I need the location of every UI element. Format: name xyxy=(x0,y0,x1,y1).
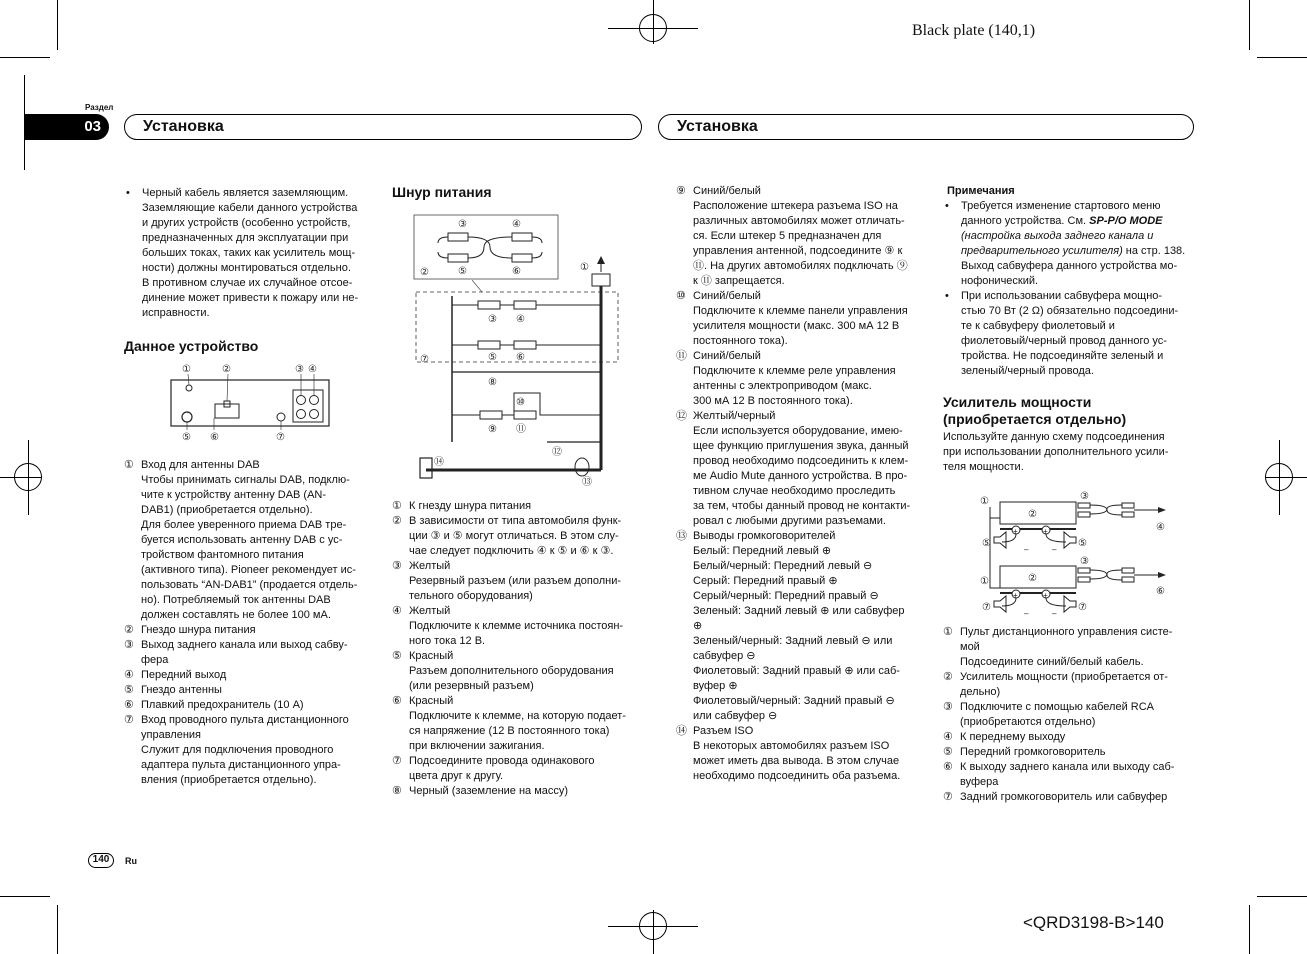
legend-text: Передний выход xyxy=(141,669,227,681)
note-1: • Требуется изменение стартового меню данного устройства. См. SP-P/O MODE (настройка выхода заднего канала и предварительного усилителя) на стр. 138. Выход сабвуфера данного устройства мо- нофонический. xyxy=(943,199,1198,289)
legend-text: Вход для антенны DAB xyxy=(141,459,260,471)
callout: ② xyxy=(420,267,429,278)
legend-number: ③ xyxy=(124,639,134,651)
legend-text: В некоторых автомобилях разъем ISO xyxy=(693,740,890,752)
front-rca xyxy=(310,396,319,405)
leader xyxy=(472,280,482,292)
unit-body xyxy=(171,380,329,426)
legend-text: К выходу заднего канала или выходу саб- xyxy=(960,761,1175,773)
amplifier-heading: Усилитель мощности (приобретается отдельно) xyxy=(943,394,1127,427)
legend-text: Передний громкоговоритель xyxy=(960,746,1106,758)
legend-text: Резервный разъем (или разъем дополни- xyxy=(409,575,622,587)
legend-text: Задний громкоговоритель или сабвуфер xyxy=(960,791,1168,803)
wire xyxy=(514,393,601,415)
callout: ⑫ xyxy=(552,447,562,458)
legend-text: Пульт дистанционного управления систе- xyxy=(960,626,1173,638)
callout: ⑥ xyxy=(1156,586,1165,597)
legend-text: Красный xyxy=(409,695,454,707)
rca-plug xyxy=(1078,512,1090,517)
legend-number: ⑥ xyxy=(124,699,134,711)
legend-text: ся. Если штекер 5 предназначен для xyxy=(693,230,882,242)
crop-mark xyxy=(1249,0,1250,50)
column-1 xyxy=(124,186,384,788)
legend-text: Выход заднего канала или выход сабву- xyxy=(141,639,348,651)
ground-cable-note: • Черный кабель является заземляющим. Заземляющие кабели данного устройства и других устройств (особенно устройств, предназначенных для эксплуатации при больших токах, таких как усилитель мощ- ности) должны монтироваться отдельно. В противном случае их случайное отсое- динение может привести к пожару или не- исправности. xyxy=(124,186,384,321)
language-code: Ru xyxy=(125,856,137,866)
registration-mark xyxy=(608,926,698,927)
rca-plug xyxy=(1122,512,1134,517)
legend-number: ① xyxy=(392,500,402,512)
amplifier-2 xyxy=(1000,566,1076,588)
callout: ④ xyxy=(1156,522,1165,533)
legend-text: Серый: Передний правый ⊕ xyxy=(693,575,838,587)
legend-text: дельно) xyxy=(960,686,1001,698)
legend-number: ② xyxy=(943,671,953,683)
arrow-head xyxy=(1158,572,1166,578)
legend-text: чите к устройству антенну DAB (AN- xyxy=(141,489,327,501)
legend-text: Подключите к клемме источника постоян- xyxy=(409,620,624,632)
crop-mark xyxy=(1257,57,1307,58)
legend-item xyxy=(943,745,1198,760)
svg-text:+: + xyxy=(1013,527,1018,536)
crop-mark xyxy=(1249,905,1250,954)
legend-text: Белый/черный: Передний левый ⊖ xyxy=(693,560,873,572)
legend-text: Серый/черный: Передний правый ⊖ xyxy=(693,590,879,602)
legend-text: ции ③ и ⑤ могут отличаться. В этом слу- xyxy=(409,530,619,542)
antenna-jack xyxy=(182,412,192,422)
legend-item xyxy=(392,514,647,559)
legend-text: Красный xyxy=(409,650,454,662)
legend-text: Для более уверенного приема DAB тре- xyxy=(141,519,347,531)
legend-text: адаптера пульта дистанционного упра- xyxy=(141,759,341,771)
legend-text: Разъем ISO xyxy=(693,725,754,737)
crop-mark xyxy=(0,57,50,58)
legend-text: Синий/белый xyxy=(693,350,761,362)
connector xyxy=(448,233,468,241)
callout: ⑪ xyxy=(516,424,526,435)
legend-text: Вход проводного пульта дистанционного xyxy=(141,714,349,726)
registration-mark xyxy=(1265,477,1307,478)
registration-mark xyxy=(608,28,698,29)
legend-item xyxy=(943,730,1198,745)
page-title-right: Установка xyxy=(677,118,758,135)
rca-plug xyxy=(1078,503,1090,508)
legend-item xyxy=(392,649,647,694)
legend-text: управления антенной, подсоедините ⑨ к xyxy=(693,245,903,257)
legend-text: Фиолетовый/черный: Задний правый ⊖ xyxy=(693,695,895,707)
crop-mark xyxy=(1257,896,1307,897)
legend-text: должен составлять не более 100 мА. xyxy=(141,609,331,621)
crop-mark xyxy=(57,0,58,50)
legend-item xyxy=(392,784,647,799)
legend-number: ④ xyxy=(943,731,953,743)
callout: ① xyxy=(980,576,989,587)
legend-text: ровал с любыми другими разъемами. xyxy=(693,515,886,527)
dab-jack xyxy=(186,385,192,391)
connector xyxy=(478,341,500,349)
legend-number: ④ xyxy=(124,669,134,681)
legend-text: за тем, чтобы данный провод не контакти- xyxy=(693,500,911,512)
svg-text:–: – xyxy=(1024,609,1029,618)
connector xyxy=(512,254,532,262)
page-number: 140 xyxy=(88,853,114,868)
legend-text: Если используется оборудование, имею- xyxy=(693,425,903,437)
speaker-leads xyxy=(575,458,589,476)
legend-number: ⑬ xyxy=(676,530,687,542)
svg-text:–: – xyxy=(1052,545,1057,554)
wire xyxy=(438,252,448,258)
callout: ⑦ xyxy=(982,602,991,613)
legend-number: ⑥ xyxy=(943,761,953,773)
unit-diagram xyxy=(168,360,338,444)
legend-item xyxy=(124,698,384,713)
rca-plug xyxy=(1122,568,1134,573)
legend-text: Подсоедините провода одинакового xyxy=(409,755,595,767)
callout: ⑤ xyxy=(182,432,191,443)
callout: ⑥ xyxy=(512,266,521,277)
legend-text: тельного оборудования) xyxy=(409,590,533,602)
arrow-head xyxy=(597,256,605,264)
legend-number: ② xyxy=(392,515,402,527)
amplifier-diagram xyxy=(980,488,1174,620)
callout: ⑥ xyxy=(516,352,525,363)
legend-text: Служит для подключения проводного xyxy=(141,744,334,756)
legend-text: тройством фантомного питания xyxy=(141,549,304,561)
legend-text: Белый: Передний левый ⊕ xyxy=(693,545,832,557)
legend-text: управления xyxy=(141,729,201,741)
legend-text: сабвуфер ⊖ xyxy=(693,650,756,662)
legend-number: ⑤ xyxy=(124,684,134,696)
legend-number: ⑧ xyxy=(392,785,402,797)
legend-text: при включении зажигания. xyxy=(409,740,545,752)
callout: ③ xyxy=(1080,491,1089,502)
crop-mark xyxy=(0,896,50,897)
section-label: Раздел xyxy=(85,103,114,112)
legend-text: щее функцию приглушения звука, данный xyxy=(693,440,909,452)
legend-text: В зависимости от типа автомобиля функ- xyxy=(409,515,622,527)
legend-text: Подключите к клемме панели управления xyxy=(693,305,908,317)
legend-item xyxy=(676,724,931,784)
callout: ③ xyxy=(1080,556,1089,567)
rear-speaker xyxy=(994,596,1006,612)
callout: ① xyxy=(182,364,191,375)
svg-text:+: + xyxy=(1043,591,1048,600)
callout: ① xyxy=(980,496,989,507)
wire xyxy=(532,252,542,258)
legend-item xyxy=(676,349,931,409)
legend-item xyxy=(124,713,384,788)
legend-text: Фиолетовый: Задний правый ⊕ или саб- xyxy=(693,665,900,677)
legend-text: Желтый/черный xyxy=(693,410,776,422)
rca-cable xyxy=(1090,505,1122,514)
legend-text: (активного типа). Pioneer рекомендует ис- xyxy=(141,564,356,576)
amplifier-legend xyxy=(943,625,1198,805)
connector xyxy=(514,341,536,349)
callout: ⑥ xyxy=(210,432,219,443)
legend-item xyxy=(943,700,1198,730)
callout: ④ xyxy=(512,219,521,230)
legend-item xyxy=(124,623,384,638)
rca-cable xyxy=(1090,570,1122,579)
rear-rca xyxy=(297,410,306,419)
legend-text: чае следует подключить ④ к ⑤ и ⑥ к ③. xyxy=(409,545,614,557)
legend-text: фера xyxy=(141,654,169,666)
legend-text: Гнездо шнура питания xyxy=(141,624,256,636)
legend-text: ме Audio Mute данного устройства. В про- xyxy=(693,470,908,482)
legend-text: постоянного тока). xyxy=(693,335,788,347)
connector xyxy=(514,411,536,419)
legend-text: мой xyxy=(960,641,980,653)
legend-text: вуфер ⊕ xyxy=(693,680,738,692)
page-title: Установка xyxy=(143,118,224,135)
callout: ⑩ xyxy=(516,397,525,408)
legend-item xyxy=(392,559,647,604)
svg-text:–: – xyxy=(1052,609,1057,618)
notes-title: Примечания xyxy=(947,185,1015,197)
wire-legend xyxy=(676,184,931,784)
legend-text: Синий/белый xyxy=(693,290,761,302)
legend-number: ⑫ xyxy=(676,410,687,422)
legend-text: необходимо подсоединить оба разъема. xyxy=(693,770,901,782)
legend-text: тивном случае необходимо проследить xyxy=(693,485,896,497)
power-cord-legend xyxy=(392,499,647,799)
legend-text: (приобретаются отдельно) xyxy=(960,716,1096,728)
callout: ④ xyxy=(308,364,317,375)
legend-item xyxy=(943,760,1198,790)
legend-text: Чтобы принимать сигналы DAB, подклю- xyxy=(141,474,350,486)
callout: ⑦ xyxy=(420,354,429,365)
legend-text: 300 мА 12 В постоянного тока). xyxy=(693,395,853,407)
connector xyxy=(478,301,500,309)
leader xyxy=(227,374,228,401)
rear-speaker xyxy=(1064,596,1076,612)
inset-box xyxy=(414,215,558,279)
callout: ① xyxy=(580,262,589,273)
amplifier-1 xyxy=(1000,502,1076,524)
legend-number: ⑪ xyxy=(676,350,687,362)
svg-text:+: + xyxy=(1013,591,1018,600)
legend-text: (или резервный разъем) xyxy=(409,680,534,692)
legend-number: ⑨ xyxy=(676,185,686,197)
legend-text: Синий/белый xyxy=(693,185,761,197)
legend-number: ③ xyxy=(943,701,953,713)
registration-mark xyxy=(653,0,654,44)
legend-text: усилителя мощности (макс. 300 мА 12 В xyxy=(693,320,900,332)
callout: ⑤ xyxy=(488,352,497,363)
unit-heading: Данное устройство xyxy=(124,338,259,354)
callout: ⑧ xyxy=(488,377,497,388)
connector xyxy=(480,411,502,419)
legend-item xyxy=(392,754,647,784)
legend-item xyxy=(392,694,647,754)
front-rca xyxy=(310,410,319,419)
legend-text: ⊕ xyxy=(693,620,703,632)
legend-item xyxy=(392,499,647,514)
speaker-wire xyxy=(1046,598,1066,606)
front-speaker xyxy=(1064,532,1076,548)
legend-number: ② xyxy=(124,624,134,636)
legend-text: вуфера xyxy=(960,776,999,788)
legend-text: Плавкий предохранитель (10 А) xyxy=(141,699,304,711)
document-code: <QRD3198-B>140 xyxy=(1023,913,1164,932)
legend-text: но). Потребляемый ток антенны DAB xyxy=(141,594,331,606)
legend-text: провод необходимо подсоединить к клем- xyxy=(693,455,909,467)
unit-legend xyxy=(124,458,384,788)
legend-number: ⑩ xyxy=(676,290,686,302)
callout: ⑬ xyxy=(582,477,592,488)
legend-text: Черный (заземление на массу) xyxy=(409,785,569,797)
callout: ③ xyxy=(488,314,497,325)
registration-mark xyxy=(0,477,42,478)
legend-text: Усилитель мощности (приобретается от- xyxy=(960,671,1168,683)
legend-text: DAB1) (приобретается отдельно). xyxy=(141,504,313,516)
wire xyxy=(990,509,1000,588)
plate-label: Black plate (140,1) xyxy=(912,22,1036,39)
legend-number: ⑦ xyxy=(392,755,402,767)
legend-number: ⑭ xyxy=(676,725,687,737)
terminal-strip xyxy=(1000,528,1076,530)
legend-text: Гнездо антенны xyxy=(141,684,222,696)
legend-item xyxy=(392,604,647,649)
legend-item xyxy=(676,529,931,724)
legend-text: Желтый xyxy=(409,560,451,572)
terminal-strip xyxy=(1000,592,1076,594)
iso-connector xyxy=(420,458,432,478)
legend-number: ⑦ xyxy=(943,791,953,803)
legend-text: Желтый xyxy=(409,605,451,617)
legend-text: К гнезду шнура питания xyxy=(409,500,532,512)
callout: ⑭ xyxy=(434,457,444,468)
callout: ② xyxy=(1028,509,1037,520)
callout: ② xyxy=(1028,573,1037,584)
legend-number: ③ xyxy=(392,560,402,572)
header-right xyxy=(658,114,1194,140)
rca-plug xyxy=(1122,503,1134,508)
power-socket xyxy=(215,404,239,418)
wire xyxy=(532,237,542,243)
legend-text: к ⑪ запрещается. xyxy=(693,275,785,287)
callout: ⑤ xyxy=(458,266,467,277)
legend-text: или сабвуфер ⊖ xyxy=(693,710,778,722)
svg-text:–: – xyxy=(1024,545,1029,554)
legend-item xyxy=(943,670,1198,700)
callout: ⑨ xyxy=(488,424,497,435)
callout: ⑤ xyxy=(1078,538,1087,549)
crop-mark xyxy=(57,905,58,954)
note-2: • При использовании сабвуфера мощно- стью 70 Вт (2 Ω) обязательно подсоедини- те к сабвуферу фиолетовый и фиолетовый/черный провод данного ус- тройства. Не подсоединяйте зеленый и зеленый/черный провода. xyxy=(943,289,1198,379)
legend-text: пользовать “AN-DAB1” (продается отдель- xyxy=(141,579,358,591)
legend-number: ① xyxy=(124,459,134,471)
legend-text: Зеленый: Задний левый ⊕ или сабвуфер xyxy=(693,605,905,617)
rca-plug xyxy=(1122,577,1134,582)
connector xyxy=(514,301,536,309)
legend-item xyxy=(943,790,1198,805)
callout: ③ xyxy=(458,219,467,230)
wire xyxy=(438,237,448,243)
legend-item xyxy=(124,638,384,668)
rear-rca xyxy=(297,396,306,405)
legend-number: ⑦ xyxy=(124,714,134,726)
amplifier-intro: Используйте данную схему подсоединения при использовании дополнительного усили- теля мощности. xyxy=(943,431,1169,473)
column-3 xyxy=(676,184,931,784)
section-number: 03 xyxy=(24,114,109,140)
legend-number: ⑤ xyxy=(392,650,402,662)
arrow-head xyxy=(1158,507,1166,513)
legend-item xyxy=(943,625,1198,670)
legend-text: Подключите с помощью кабелей RCA xyxy=(960,701,1154,713)
wire xyxy=(990,507,1000,518)
legend-item xyxy=(124,683,384,698)
legend-text: цвета друг к другу. xyxy=(409,770,504,782)
legend-text: Подсоедините синий/белый кабель. xyxy=(960,656,1144,668)
legend-text: ного тока 12 В. xyxy=(409,635,486,647)
power-cord-heading: Шнур питания xyxy=(392,184,492,200)
legend-number: ① xyxy=(943,626,953,638)
power-plug xyxy=(592,274,610,286)
speaker-wire xyxy=(1046,534,1066,542)
svg-text:+: + xyxy=(1043,527,1048,536)
registration-mark xyxy=(653,910,654,954)
legend-number: ⑥ xyxy=(392,695,402,707)
legend-text: антенны с электроприводом (макс. xyxy=(693,380,872,392)
header-left xyxy=(124,114,642,140)
legend-text: вления (приобретается отдельно). xyxy=(141,774,317,786)
rca-plug xyxy=(1078,568,1090,573)
legend-item xyxy=(676,409,931,529)
legend-text: Разъем дополнительного оборудования xyxy=(409,665,614,677)
callout: ② xyxy=(222,364,231,375)
legend-text: К переднему выходу xyxy=(960,731,1066,743)
callout: ⑤ xyxy=(982,538,991,549)
legend-text: различных автомобилях может отличать- xyxy=(693,215,905,227)
legend-item xyxy=(676,184,931,289)
callout: ③ xyxy=(295,364,304,375)
connector xyxy=(512,233,532,241)
power-cord-diagram xyxy=(412,212,624,488)
callout: ⑦ xyxy=(276,432,285,443)
legend-item xyxy=(124,458,384,623)
legend-number: ⑤ xyxy=(943,746,953,758)
legend-item xyxy=(676,289,931,349)
legend-text: Выводы громкоговорителей xyxy=(693,530,836,542)
legend-text: буется использовать антенну DAB с ус- xyxy=(141,534,343,546)
connector xyxy=(448,254,468,262)
legend-text: Подключите к клемме реле управления xyxy=(693,365,896,377)
legend-text: может иметь два вывода. В этом случае xyxy=(693,755,900,767)
legend-text: Зеленый/черный: Задний левый ⊖ или xyxy=(693,635,893,647)
legend-item xyxy=(124,668,384,683)
callout: ⑦ xyxy=(1078,602,1087,613)
legend-text: ся напряжение (12 В постоянного тока) xyxy=(409,725,610,737)
wired-remote-jack xyxy=(277,413,285,421)
legend-text: ⑪. На других автомобилях подключать ⑨ xyxy=(693,260,908,272)
legend-text: Расположение штекера разъема ISO на xyxy=(693,200,898,212)
legend-number: ④ xyxy=(392,605,402,617)
front-speaker xyxy=(994,532,1006,548)
callout: ④ xyxy=(516,314,525,325)
rca-plug xyxy=(1078,577,1090,582)
legend-text: Подключите к клемме, на которую подает- xyxy=(409,710,626,722)
